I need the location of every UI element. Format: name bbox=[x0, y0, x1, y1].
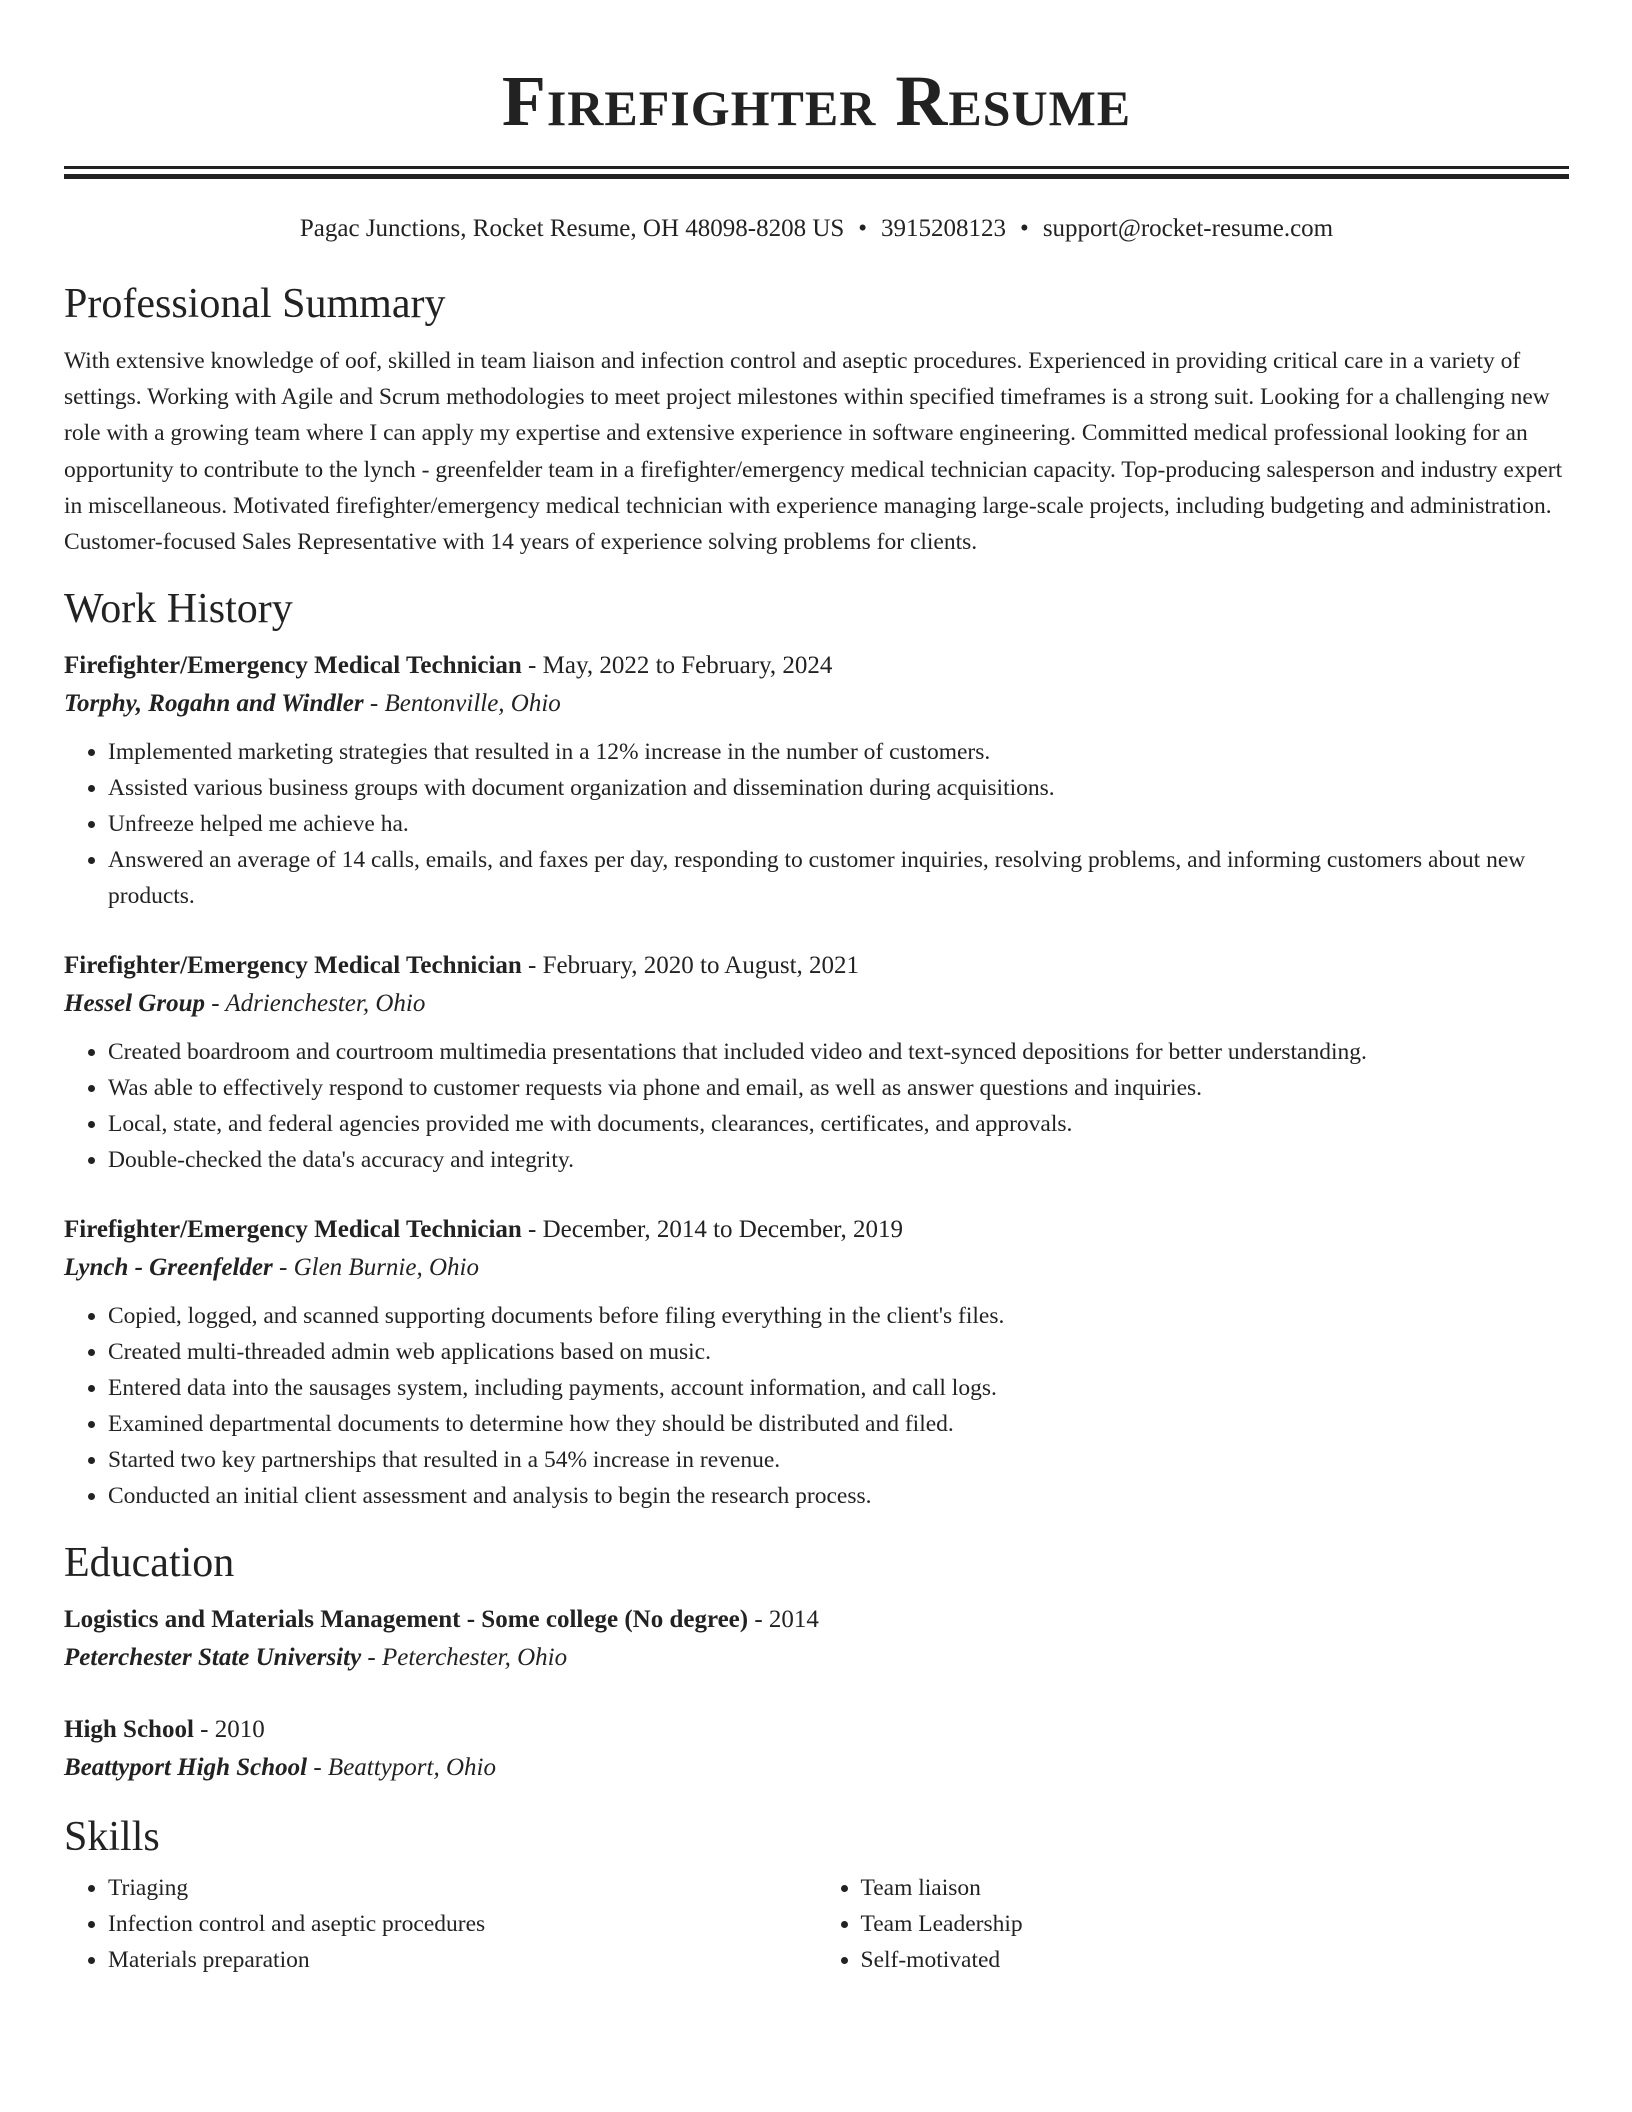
section-heading-work-history: Work History bbox=[64, 586, 293, 633]
list-item: • Started two key partnerships that resulted in a 54% increase in revenue. bbox=[108, 1442, 1569, 1478]
job-entry bbox=[64, 648, 1569, 914]
list-item: • Was able to effectively respond to customer requests via phone and email, as well as answer questions and inquiries. bbox=[108, 1070, 1569, 1106]
company-location: - Bentonville, Ohio bbox=[363, 690, 561, 718]
list-item: • Created multi-threaded admin web applications based on music. bbox=[108, 1334, 1569, 1370]
skill-item: • Team liaison bbox=[861, 1870, 1570, 1906]
title-divider-thick bbox=[64, 174, 1569, 179]
skill-item: • Infection control and aseptic procedures bbox=[108, 1906, 817, 1942]
skills-column-left bbox=[64, 1870, 817, 1978]
company-line bbox=[64, 1248, 1569, 1288]
contact-separator: • bbox=[858, 215, 868, 242]
school-line bbox=[64, 1748, 1569, 1788]
list-item: • Unfreeze helped me achieve ha. bbox=[108, 806, 1569, 842]
job-bullets bbox=[64, 1298, 1569, 1514]
resume-title: Firefighter Resume bbox=[501, 61, 1132, 141]
education-entry bbox=[64, 1712, 1569, 1788]
list-item: • Entered data into the sausages system, including payments, account information, and call logs. bbox=[108, 1370, 1569, 1406]
company-name: Hessel Group bbox=[64, 990, 205, 1018]
skills-column-right bbox=[817, 1870, 1570, 1978]
job-dates: - May, 2022 to February, 2024 bbox=[521, 652, 833, 680]
school-name: Peterchester State University bbox=[64, 1644, 362, 1672]
summary-text: With extensive knowledge of oof, skilled in team liaison and infection control and aseptic procedures. Experienced in providing critical care in a variety of settings. Working with Agile and Scrum methodologies to meet project milestones within specified timeframes is a strong suit. Looking for a challenging new role with a growing team where I can apply my expertise and extensive experience in software engineering. Committed medical professional looking for an opportunity to contribute to the lynch - greenfelder team in a firefighter/emergency medical technician capacity. Top-producing salesperson and industry expert in miscellaneous. Motivated firefighter/emergency medical technician with experience managing large-scale projects, including budgeting and administration. Customer-focused Sales Representative with 14 years of experience solving problems for clients. bbox=[64, 348, 1563, 556]
degree-name: Logistics and Materials Management - Some college (No degree) bbox=[64, 1606, 749, 1634]
job-title: Firefighter/Emergency Medical Technician bbox=[64, 1216, 522, 1244]
company-location: - Glen Burnie, Ohio bbox=[272, 1254, 479, 1282]
company-line bbox=[64, 684, 1569, 724]
degree-name: High School bbox=[64, 1716, 194, 1744]
degree-line bbox=[64, 1712, 1569, 1748]
education-entry bbox=[64, 1602, 1569, 1678]
skill-item: • Team Leadership bbox=[861, 1906, 1570, 1942]
job-entry bbox=[64, 1212, 1569, 1514]
company-line bbox=[64, 984, 1569, 1024]
job-title: Firefighter/Emergency Medical Technician bbox=[64, 652, 522, 680]
list-item: • Answered an average of 14 calls, emails, and faxes per day, responding to customer inquiries, resolving problems, and informing customers about new products. bbox=[108, 842, 1569, 914]
company-name: Torphy, Rogahn and Windler bbox=[64, 690, 364, 718]
job-dates: - December, 2014 to December, 2019 bbox=[521, 1216, 903, 1244]
graduation-year: - 2010 bbox=[193, 1716, 265, 1744]
section-heading-summary: Professional Summary bbox=[64, 281, 446, 327]
list-item: • Conducted an initial client assessment and analysis to begin the research process. bbox=[108, 1478, 1569, 1514]
section-heading-skills: Skills bbox=[64, 1814, 160, 1861]
list-item: • Examined departmental documents to determine how they should be distributed and filed. bbox=[108, 1406, 1569, 1442]
degree-line bbox=[64, 1602, 1569, 1638]
job-bullets bbox=[64, 1034, 1569, 1178]
section-heading-education: Education bbox=[64, 1540, 235, 1587]
skill-item: • Materials preparation bbox=[108, 1942, 817, 1978]
job-title-line bbox=[64, 948, 1569, 984]
skill-item: • Triaging bbox=[108, 1870, 817, 1906]
job-dates: - February, 2020 to August, 2021 bbox=[521, 952, 860, 980]
list-item: • Implemented marketing strategies that resulted in a 12% increase in the number of customers. bbox=[108, 734, 1569, 770]
resume-page bbox=[64, 0, 1569, 1978]
contact-email: support@rocket-resume.com bbox=[1042, 215, 1334, 242]
school-location: - Beattyport, Ohio bbox=[307, 1754, 496, 1782]
skills-list bbox=[64, 1870, 1569, 1978]
list-item: • Local, state, and federal agencies provided me with documents, clearances, certificates, and approvals. bbox=[108, 1106, 1569, 1142]
skill-item: • Self-motivated bbox=[861, 1942, 1570, 1978]
company-name: Lynch - Greenfelder bbox=[64, 1254, 273, 1282]
job-title-line bbox=[64, 648, 1569, 684]
job-title-line bbox=[64, 1212, 1569, 1248]
job-entry bbox=[64, 948, 1569, 1178]
list-item: • Created boardroom and courtroom multimedia presentations that included video and text-synced depositions for better understanding. bbox=[108, 1034, 1569, 1070]
job-bullets bbox=[64, 734, 1569, 914]
contact-address: Pagac Junctions, Rocket Resume, OH 48098-8208 US bbox=[299, 215, 845, 242]
list-item: • Double-checked the data's accuracy and integrity. bbox=[108, 1142, 1569, 1178]
job-title: Firefighter/Emergency Medical Technician bbox=[64, 952, 522, 980]
contact-line bbox=[64, 213, 1569, 245]
title-divider-thin bbox=[64, 166, 1569, 169]
school-name: Beattyport High School bbox=[64, 1754, 308, 1782]
graduation-year: - 2014 bbox=[748, 1606, 819, 1634]
contact-separator: • bbox=[1020, 215, 1029, 242]
company-location: - Adrienchester, Ohio bbox=[204, 990, 426, 1018]
contact-phone: 3915208123 bbox=[881, 215, 1007, 242]
school-line bbox=[64, 1638, 1569, 1678]
list-item: • Assisted various business groups with document organization and dissemination during acquisitions. bbox=[108, 770, 1569, 806]
list-item: • Copied, logged, and scanned supporting documents before filing everything in the client's files. bbox=[108, 1298, 1569, 1334]
school-location: - Peterchester, Ohio bbox=[361, 1644, 568, 1672]
